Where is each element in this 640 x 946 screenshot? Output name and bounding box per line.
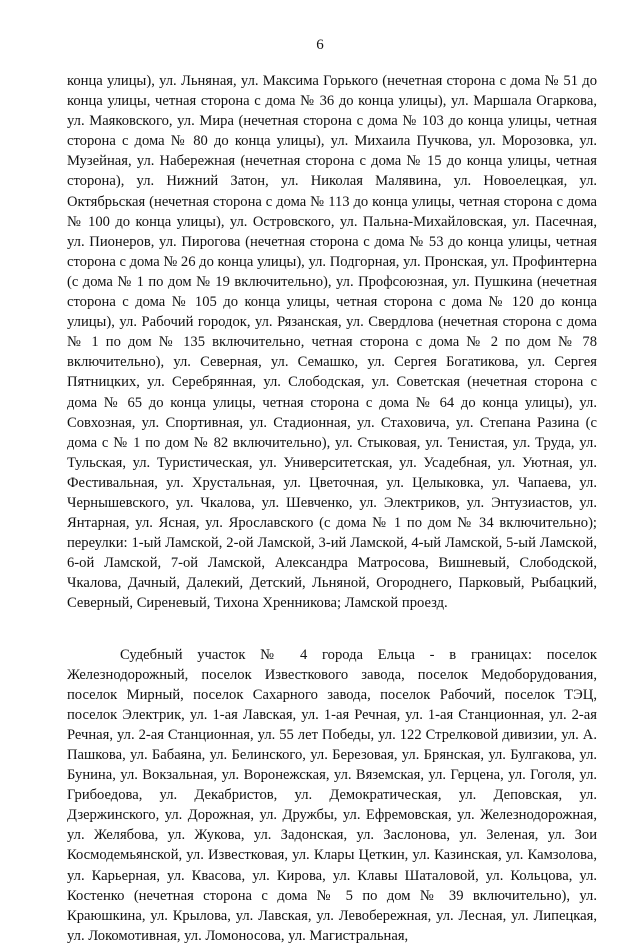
paragraph-district-3-continued: конца улицы), ул. Льняная, ул. Максима Горького (нечетная сторона с дома № 51 до конца улицы, четная сторона с дома № 36 до конца улицы), ул. Маршала Огаркова, ул. Маяковского, ул. Мира (нечетная сторона с дома № 103 до конца улицы, четная сторона с дома № 80 до конца улицы), ул. Михаила Пучкова, ул. Морозовка, ул. Музейная, ул. Набережная (нечетная сторона с дома № 15 до конца улицы, четная сторона), ул. Нижний Затон, ул. Николая Малявина, ул. Новоелецкая, ул. Октябрьская (нечетная сторона с дома № 113 до конца улицы, четная сторона с дома № 100 до конца улицы), ул. Островского, ул. Пальна-Михайловская, ул. Пасечная, ул. Пионеров, ул. Пирогова (нечетная сторона с дома № 53 до конца улицы, четная сторона с дома № 26 до конца улицы), ул. Подгорная, ул. Пронская, ул. Профинтерна (с дома № 1 по дом № 19 включительно), ул. Профсоюзная, ул. Пушкина (нечетная сторона с дома № 105 до конца улицы, четная сторона с дома № 120 до конца улицы), ул. Рабочий городок, ул. Рязанская, ул. Свердлова (нечетная сторона с дома № 1 по дом № 135 включительно, четная сторона с дома № 2 по дом № 78 включительно), ул. Северная, ул. Семашко, ул. Сергея Богатикова, ул. Сергея Пятницких, ул. Серебрянная, ул. Слободская, ул. Советская (нечетная сторона с дома № 65 до конца улицы, четная сторона с дома № 64 до конца улицы), ул. Совхозная, ул. Спортивная, ул. Стадионная, ул. Стаховича, ул. Степана Разина (с дома с № 1 по дом № 82 включительно), ул. Стыковая, ул. Тенистая, ул. Труда, ул. Тульская, ул. Туристическая, ул. Университетская, ул. Усадебная, ул. Уютная, ул. Фестивальная, ул. Хрустальная, ул. Цветочная, ул. Целыковка, ул. Чапаева, ул. Чернышевского, ул. Чкалова, ул. Шевченко, ул. Электриков, ул. Энтузиастов, ул. Янтарная, ул. Ясная, ул. Ярославского (с дома № 1 по дом № 34 включительно); переулки: 1-ый Ламской, 2-ой Ламской, 3-ий Ламской, 4-ый Ламской, 5-ый Ламской, 6-ой Ламской, 7-ой Ламской, Александра Матросова, Вишневый, Слободской, Чкалова, Дачный, Далекий, Детский, Льняной, Огороднего, Парковый, Рыбацкий, Северный, Сиреневый, Тихона Хренникова; Ламской проезд.: [67, 73, 597, 612]
page-number: 6: [316, 37, 324, 53]
paragraph-district-4: Судебный участок № 4 города Ельца - в границах: поселок Железнодорожный, поселок Известкового завода, поселок Медоборудования, поселок Мирный, поселок Сахарного завода, поселок Рабочий, поселок ТЭЦ, поселок Электрик, ул. 1-ая Лавская, ул. 1-ая Речная, ул. 1-ая Станционная, ул. 2-ая Речная, ул. 2-ая Станционная, ул. 55 лет Победы, ул. 122 Стрелковой дивизии, ул. А. Пашкова, ул. Бабаяна, ул. Белинского, ул. Березовая, ул. Брянская, ул. Булгакова, ул. Бунина, ул. Вокзальная, ул. Воронежская, ул. Вяземская, ул. Герцена, ул. Гоголя, ул. Грибоедова, ул. Декабристов, ул. Демократическая, ул. Деповская, ул. Дзержинского, ул. Дорожная, ул. Дружбы, ул. Ефремовская, ул. Железнодорожная, ул. Желябова, ул. Жукова, ул. Задонская, ул. Заслонова, ул. Зеленая, ул. Зои Космодемьянской, ул. Известковая, ул. Клары Цеткин, ул. Казинская, ул. Камзолова, ул. Карьерная, ул. Квасова, ул. Кирова, ул. Клавы Шаталовой, ул. Кольцова, ул. Костенко (нечетная сторона с дома № 5 по дом № 39 включительно), ул. Краюшкина, ул. Крылова, ул. Лавская, ул. Левобережная, ул. Лесная, ул. Липецкая, ул. Локомотивная, ул. Ломоносова, ул. Магистральная,: [67, 646, 597, 944]
document-body: [67, 71, 597, 946]
paragraph-gap: [67, 614, 597, 645]
